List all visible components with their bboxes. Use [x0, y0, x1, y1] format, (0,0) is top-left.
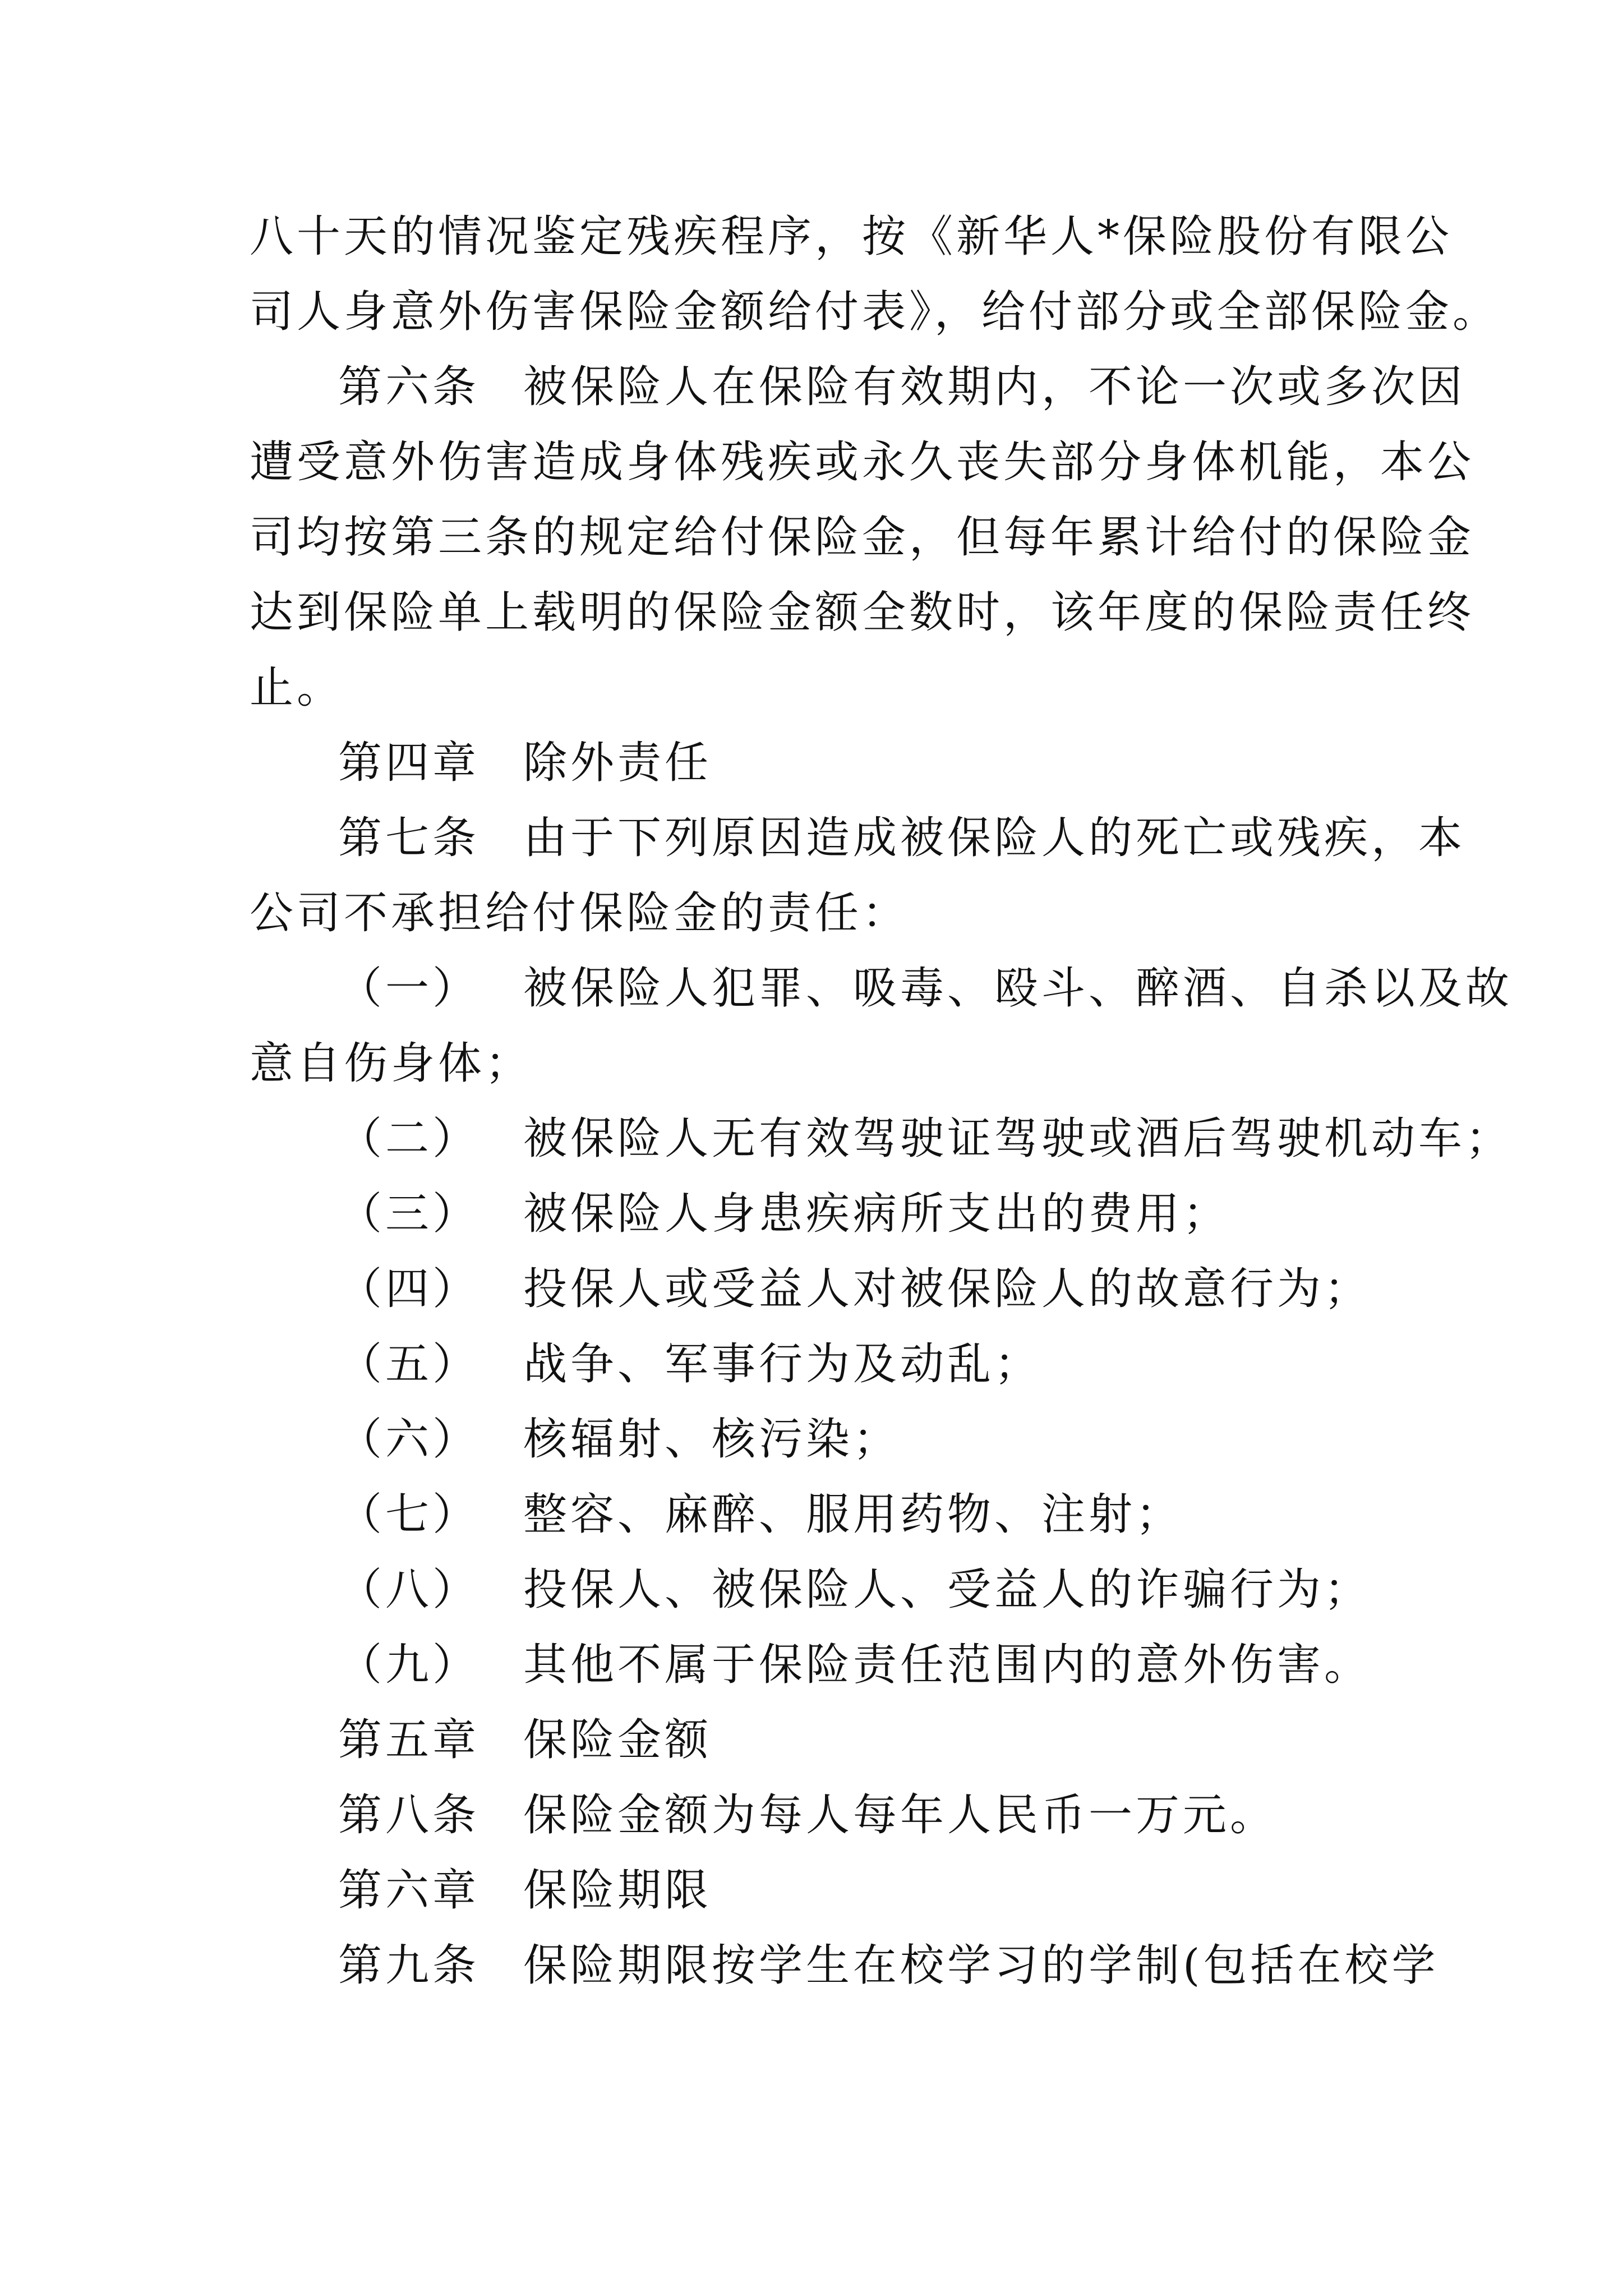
- text-line: [250, 876, 1377, 951]
- item-number: （二）: [338, 1114, 480, 1164]
- text-line: [250, 199, 1453, 274]
- article-9-heading: [250, 1928, 1439, 2003]
- list-item: [250, 1627, 1377, 1703]
- item-text: 整容、麻醉、服用药物、注射；: [523, 1489, 1183, 1540]
- list-item: [250, 1327, 1377, 1402]
- line-text: 遭受意外伤害造成身体残疾或永久丧失部分身体机能，本公: [250, 437, 1475, 487]
- article-label: 第八条: [338, 1790, 480, 1841]
- item-number: （一）: [338, 963, 480, 1014]
- text-line: [250, 575, 1475, 650]
- item-text: 被保险人犯罪、吸毒、殴斗、醉酒、自杀以及故: [523, 963, 1513, 1014]
- item-number: （六）: [338, 1414, 480, 1465]
- chapter-6-heading: [250, 1853, 1377, 1928]
- line-text: 达到保险单上载明的保险金额全数时，该年度的保险责任终: [250, 587, 1475, 638]
- line-text: 由于下列原因造成被保险人的死亡或残疾，本: [523, 813, 1466, 863]
- list-item: [250, 1101, 1513, 1176]
- text-line: [250, 1026, 1377, 1101]
- list-item: [250, 1251, 1377, 1327]
- line-text: 司均按第三条的规定给付保险金，但每年累计给付的保险金: [250, 512, 1475, 563]
- document-body: [250, 199, 1513, 2003]
- article-label: 第七条: [338, 813, 480, 863]
- line-text: 止。: [250, 662, 344, 713]
- article-7-heading: [250, 800, 1466, 876]
- item-text: 战争、军事行为及动乱；: [523, 1339, 1042, 1389]
- item-number: （五）: [338, 1339, 480, 1389]
- article-label: 第九条: [338, 1940, 480, 1991]
- item-text: 其他不属于保险责任范围内的意外伤害。: [523, 1640, 1372, 1690]
- line-text: 八十天的情况鉴定残疾程序，按《新华人*保险股份有限公: [250, 211, 1453, 262]
- list-item: [250, 951, 1513, 1026]
- item-text: 投保人、被保险人、受益人的诈骗行为；: [523, 1565, 1372, 1615]
- item-number: （九）: [338, 1640, 480, 1690]
- article-8-heading: [250, 1778, 1377, 1853]
- list-item: [250, 1552, 1377, 1627]
- item-number: （三）: [338, 1189, 480, 1239]
- chapter-title: 保险金额: [523, 1715, 712, 1765]
- item-number: （八）: [338, 1565, 480, 1615]
- list-item: [250, 1176, 1377, 1251]
- chapter-label: 第六章: [338, 1865, 480, 1916]
- chapter-5-heading: [250, 1703, 1377, 1778]
- line-text: 被保险人在保险有效期内，不论一次或多次因: [523, 362, 1466, 412]
- text-line: [250, 650, 1377, 725]
- item-text: 被保险人身患疾病所支出的费用；: [523, 1189, 1230, 1239]
- line-text: 司人身意外伤害保险金额给付表》，给付部分或全部保险金。: [250, 287, 1500, 337]
- chapter-label: 第四章: [338, 738, 480, 788]
- item-text: 被保险人无有效驾驶证驾驶或酒后驾驶机动车；: [523, 1114, 1513, 1164]
- line-text: 公司不承担给付保险金的责任：: [250, 888, 910, 938]
- item-number: （四）: [338, 1264, 480, 1314]
- text-line: [250, 425, 1475, 500]
- line-text: 意自伤身体；: [250, 1038, 533, 1089]
- text-line: [250, 500, 1475, 575]
- list-item: [250, 1402, 1377, 1477]
- list-item: [250, 1477, 1377, 1552]
- article-6-heading: [250, 349, 1466, 425]
- line-text: 保险金额为每人每年人民币一万元。: [523, 1790, 1278, 1841]
- chapter-4-heading: [250, 725, 1377, 800]
- article-label: 第六条: [338, 362, 480, 412]
- item-number: （七）: [338, 1489, 480, 1540]
- chapter-label: 第五章: [338, 1715, 480, 1765]
- item-text: 核辐射、核污染；: [523, 1414, 901, 1465]
- chapter-title: 保险期限: [523, 1865, 712, 1916]
- chapter-title: 除外责任: [523, 738, 712, 788]
- item-text: 投保人或受益人对被保险人的故意行为；: [523, 1264, 1372, 1314]
- text-line: [250, 274, 1500, 349]
- line-text: 保险期限按学生在校学习的学制(包括在校学: [523, 1940, 1439, 1991]
